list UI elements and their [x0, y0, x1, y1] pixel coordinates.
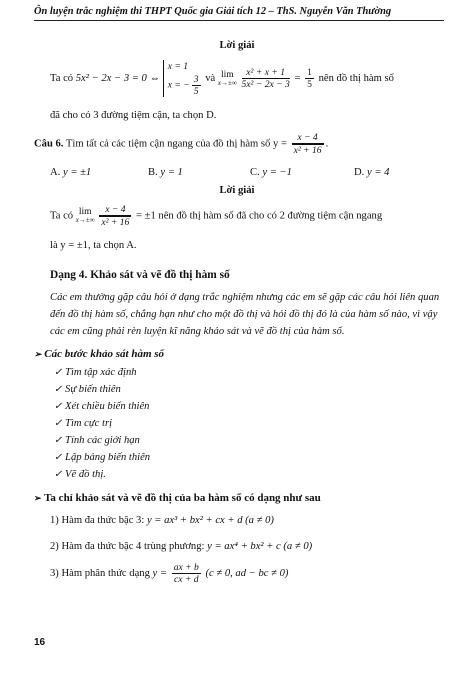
- option-a[interactable]: A. y = ±1: [50, 167, 92, 178]
- intro-line-3: các em cũng phải rèn luyện kĩ năng khảo sát và vẽ đồ thị của hàm số.: [50, 326, 345, 337]
- step-item: ✓ Tính các giới hạn: [54, 435, 140, 446]
- question-label: Câu 6.: [34, 138, 64, 150]
- solution-2-line-2: là y = ±1, ta chọn A.: [50, 240, 137, 251]
- check-icon: ✓: [54, 384, 63, 395]
- check-icon: ✓: [54, 469, 63, 480]
- question-fraction: $\frac{x - 4}{\text{x² + 16}}$: [293, 132, 322, 156]
- step-item: ✓ Sự biến thiên: [54, 384, 121, 395]
- solution-2-rest: = ±1 nên đồ thị hàm số đã cho có 2 đường tiệm cận ngang: [136, 210, 383, 222]
- arrow-bullet-icon: ➢: [34, 349, 42, 359]
- solution-1-line-1: [50, 60, 394, 97]
- solution-heading-2: Lời giải: [219, 185, 255, 196]
- header-rule: [34, 20, 444, 21]
- limit-fraction: $\frac{\text{x² + x + 1}}{\text{5x² − 2x − 3}}$: [241, 67, 290, 90]
- result-fraction: $\frac{1}{5}$: [307, 67, 312, 90]
- check-icon: ✓: [54, 401, 63, 412]
- check-icon: ✓: [54, 435, 63, 446]
- text-tail: nên đồ thị hàm số: [318, 72, 394, 84]
- question-6: Câu 6. Tìm tất cả các tiệm cận ngang của đồ thị hàm số y = $\frac{x - 4}{\text{x² + 16}}$ .: [34, 132, 329, 156]
- solution-2-line-1: Ta có lim x→±∞ $\frac{x - 4}{\text{x² + 16}}$ = ±1 nên đồ thị hàm số đã cho có 2 đường tiệm cận ngang: [50, 204, 383, 228]
- limit: lim x→±∞: [217, 68, 237, 87]
- type-2: 2) Hàm đa thức bậc 4 trùng phương: y = ax⁴ + bx² + c (a ≠ 0): [50, 541, 313, 552]
- types-heading: ➢ Ta chỉ khảo sát và vẽ đồ thị của ba hàm số có dạng như sau: [34, 492, 321, 504]
- section-title-dang-4: Dạng 4. Khảo sát và vẽ đồ thị hàm số: [50, 269, 230, 281]
- step-item: ✓ Xét chiều biến thiên: [54, 401, 150, 412]
- limit-fraction: $\frac{x - 4}{\text{x² + 16}}$: [101, 204, 130, 228]
- page-header: Ôn luyện trắc nghiệm thi THPT Quốc gia Giải tích 12 – ThS. Nguyễn Văn Thường: [34, 6, 392, 17]
- option-b[interactable]: B. y = 1: [148, 167, 183, 178]
- option-d[interactable]: D. y = 4: [354, 167, 390, 178]
- text-va: và: [205, 72, 216, 84]
- check-icon: ✓: [54, 452, 63, 463]
- case-brace: [163, 60, 203, 97]
- type-1: 1) Hàm đa thức bậc 3: y = ax³ + bx² + cx + d (a ≠ 0): [50, 515, 274, 526]
- case-2: x = − $\frac{3}{5}$: [167, 74, 199, 97]
- question-text: Tìm tất cả các tiệm cận ngang của đồ thị hàm số y =: [65, 138, 287, 150]
- intro-line-2: đến đồ thị hàm số, chẳng hạn như cho một đồ thị và hỏi đồ thị đó là của hàm số nào, vì vậy: [50, 309, 438, 320]
- equals-sign: =: [294, 72, 301, 84]
- step-item: ✓ Tìm cực trị: [54, 418, 113, 429]
- steps-heading: ➢ Các bước khảo sát hàm số: [34, 348, 165, 360]
- page-number: 16: [34, 637, 46, 648]
- step-item: ✓ Tìm tập xác định: [54, 367, 137, 378]
- solution-1-line-2: đã cho có 3 đường tiệm cận, ta chọn D.: [50, 110, 217, 121]
- equation: 5x² − 2x − 3 = 0 ⇔: [75, 72, 161, 84]
- case-1: x = 1: [167, 61, 189, 72]
- check-icon: ✓: [54, 418, 63, 429]
- solution-heading-1: Lời giải: [219, 40, 255, 51]
- step-item: ✓ Lập bảng biến thiên: [54, 452, 151, 463]
- intro-line-1: Các em thường gặp câu hỏi ở dạng trắc nghiệm nhưng các em sẽ gặp các câu hỏi liên quan: [50, 292, 440, 303]
- text-ta-co: Ta có: [50, 72, 74, 84]
- option-c[interactable]: C. y = −1: [250, 167, 292, 178]
- type-3: 3) Hàm phân thức dạng y = $\frac{ax + b}{cx + d}$ (c ≠ 0, ad − bc ≠ 0): [50, 562, 289, 585]
- limit: lim x→±∞: [75, 206, 95, 224]
- check-icon: ✓: [54, 367, 63, 378]
- step-item: ✓ Vẽ đồ thị.: [54, 469, 106, 480]
- arrow-bullet-icon: ➢: [34, 493, 42, 503]
- type-3-fraction: $\frac{ax + b}{cx + d}$: [173, 562, 199, 585]
